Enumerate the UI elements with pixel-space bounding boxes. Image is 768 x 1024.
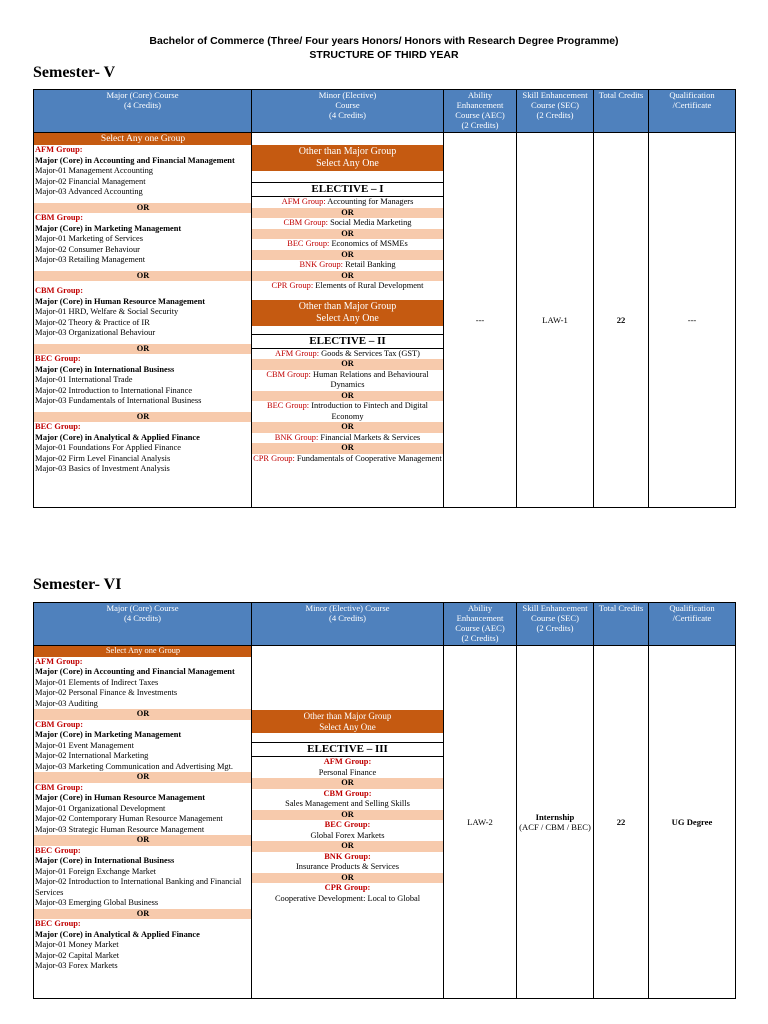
total-credits-header: Total Credits <box>594 90 649 133</box>
or-divider: OR <box>252 778 443 789</box>
or-divider: OR <box>252 250 443 261</box>
elective-item: CPR Group: Fundamentals of Cooperative Management <box>253 453 442 463</box>
major-item: Major-02 Introduction to International Banking and Financial Services <box>35 877 242 897</box>
group-code: AFM Group: <box>35 145 83 154</box>
group-code: BEC Group: <box>35 354 81 363</box>
or-divider: OR <box>34 909 251 920</box>
total-credits-value: 22 <box>594 133 649 508</box>
major-item: Major-01 Money Market <box>35 940 119 949</box>
elective-group-code: BEC Group: <box>324 820 371 829</box>
qualification-header: Qualification /Certificate <box>649 603 736 646</box>
major-item: Major-03 Advanced Accounting <box>35 187 143 196</box>
or-divider: OR <box>34 772 251 783</box>
elective-group-code: BNK Group: <box>324 851 371 861</box>
elective-3-title: ELECTIVE – III <box>252 742 443 757</box>
elective-group-code: CPR Group: <box>324 883 371 892</box>
elective-subject: Personal Finance <box>318 767 377 777</box>
sec-value: LAW-1 <box>517 133 594 508</box>
major-item: Major-02 Firm Level Financial Analysis <box>35 453 171 463</box>
or-divider: OR <box>252 810 443 821</box>
elective-item: BEC Group: Introduction to Fintech and Digital Economy <box>267 401 428 421</box>
major-course-header: Major (Core) Course (4 Credits) <box>34 603 252 646</box>
major-item: Major-01 International Trade <box>35 375 133 384</box>
semester-5-title: Semester- V <box>33 64 116 81</box>
elective-subject: Insurance Products & Services <box>295 862 400 871</box>
group-name: Major (Core) in Analytical & Applied Finance <box>35 432 200 442</box>
elective-group-code: CBM Group: <box>323 788 372 798</box>
minor-course-cell <box>252 646 444 999</box>
minor-course-header: Minor (Elective) Course (4 Credits) <box>252 603 444 646</box>
sec-header: Skill Enhancement Course (SEC) (2 Credits) <box>517 603 594 646</box>
qualification-value: --- <box>649 133 736 508</box>
major-item: Major-02 Personal Finance & Investments <box>35 688 178 697</box>
sec-header: Skill Enhancement Course (SEC) (2 Credits) <box>517 90 594 133</box>
elective-item: BEC Group: Economics of MSMEs <box>287 239 408 248</box>
group-code: CBM Group: <box>35 286 84 295</box>
minor-course-cell <box>252 133 444 508</box>
or-divider: OR <box>252 359 443 370</box>
minor-select-banner: Other than Major Group Select Any One <box>252 300 443 326</box>
major-item: Major-02 Introduction to International Finance <box>35 385 193 395</box>
or-divider: OR <box>34 271 251 282</box>
or-divider: OR <box>34 709 251 720</box>
major-course-header: Major (Core) Course (4 Credits) <box>34 90 252 133</box>
group-code: AFM Group: <box>35 656 83 666</box>
major-item: Major-02 International Marketing <box>35 751 149 760</box>
major-item: Major-02 Capital Market <box>35 950 120 960</box>
major-item: Major-01 HRD, Welfare & Social Security <box>35 307 179 316</box>
major-item: Major-03 Retailing Management <box>35 255 146 264</box>
or-divider: OR <box>34 344 251 355</box>
or-divider: OR <box>252 391 443 402</box>
aec-value: LAW-2 <box>444 646 517 999</box>
or-divider: OR <box>252 422 443 433</box>
or-divider: OR <box>252 208 443 219</box>
elective-subject: Global Forex Markets <box>310 830 385 840</box>
group-name: Major (Core) in International Business <box>35 364 175 374</box>
major-item: Major-03 Organizational Behaviour <box>35 328 156 337</box>
major-item: Major-01 Marketing of Services <box>35 234 143 243</box>
group-code: CBM Group: <box>35 719 84 729</box>
total-credits-value: 22 <box>594 646 649 999</box>
group-name: Major (Core) in Accounting and Financial Management <box>35 667 235 676</box>
group-name: Major (Core) in Human Resource Management <box>35 296 206 306</box>
major-item: Major-02 Consumer Behaviour <box>35 244 140 254</box>
document-subtitle: STRUCTURE OF THIRD YEAR <box>309 49 459 61</box>
major-item: Major-02 Contemporary Human Resource Management <box>35 814 223 823</box>
or-divider: OR <box>252 443 443 454</box>
group-name: Major (Core) in International Business <box>35 856 175 865</box>
qualification-header: Qualification /Certificate <box>649 90 736 133</box>
major-course-cell <box>34 646 252 999</box>
group-code: CBM Group: <box>35 782 84 792</box>
group-name: Major (Core) in Marketing Management <box>35 730 182 739</box>
major-item: Major-01 Elements of Indirect Taxes <box>35 677 159 687</box>
elective-item: AFM Group: Goods & Services Tax (GST) <box>275 348 420 358</box>
aec-header: Ability Enhancement Course (AEC) (2 Credits) <box>444 90 517 133</box>
or-divider: OR <box>252 271 443 282</box>
semester-6-table <box>33 602 736 999</box>
major-item: Major-01 Foundations For Applied Finance <box>35 443 181 452</box>
major-item: Major-03 Emerging Global Business <box>35 898 159 907</box>
group-code: BEC Group: <box>35 845 81 855</box>
or-divider: OR <box>252 873 443 884</box>
select-group-banner: Select Any one Group <box>34 646 251 657</box>
elective-2-title: ELECTIVE – II <box>252 334 443 349</box>
elective-subject: Sales Management and Selling Skills <box>285 799 410 808</box>
major-item: Major-01 Event Management <box>35 740 134 750</box>
qualification-value: UG Degree <box>649 646 736 999</box>
aec-header: Ability Enhancement Course (AEC) (2 Credits) <box>444 603 517 646</box>
major-item: Major-02 Financial Management <box>35 176 146 186</box>
major-item: Major-02 Theory & Practice of IR <box>35 317 150 327</box>
elective-1-title: ELECTIVE – I <box>252 182 443 197</box>
sec-internship-title: Internship <box>535 811 575 822</box>
elective-item: AFM Group: Accounting for Managers <box>281 197 414 206</box>
elective-item: CPR Group: Elements of Rural Development <box>271 281 424 290</box>
select-group-banner: Select Any one Group <box>34 133 251 145</box>
elective-item: BNK Group: Financial Markets & Services <box>274 432 421 442</box>
minor-course-header: Minor (Elective) Course (4 Credits) <box>252 90 444 133</box>
major-item: Major-03 Forex Markets <box>35 961 118 970</box>
major-item: Major-01 Foreign Exchange Market <box>35 866 156 876</box>
major-item: Major-03 Strategic Human Resource Management <box>35 824 205 834</box>
semester-5-table <box>33 89 736 508</box>
group-name: Major (Core) in Human Resource Management <box>35 793 206 802</box>
major-item: Major-03 Basics of Investment Analysis <box>35 464 170 473</box>
minor-select-banner: Other than Major Group Select Any One <box>252 710 443 733</box>
sec-value <box>517 646 594 999</box>
elective-item: CBM Group: Human Relations and Behavioural Dynamics <box>266 369 429 389</box>
major-course-cell <box>34 133 252 508</box>
or-divider: OR <box>34 203 251 214</box>
group-name: Major (Core) in Accounting and Financial Management <box>35 155 235 165</box>
group-name: Major (Core) in Analytical & Applied Finance <box>35 929 200 939</box>
major-item: Major-03 Auditing <box>35 698 98 708</box>
group-name: Major (Core) in Marketing Management <box>35 223 182 233</box>
elective-subject: Cooperative Development: Local to Global <box>274 893 421 903</box>
elective-item: CBM Group: Social Media Marketing <box>283 218 412 227</box>
major-item: Major-01 Management Accounting <box>35 166 153 175</box>
group-code: BEC Group: <box>35 422 81 431</box>
major-item: Major-03 Fundamentals of International Business <box>35 396 202 405</box>
or-divider: OR <box>252 841 443 852</box>
aec-value: --- <box>444 133 517 508</box>
minor-select-banner: Other than Major Group Select Any One <box>252 145 443 171</box>
or-divider: OR <box>252 229 443 240</box>
document-title: Bachelor of Commerce (Three/ Four years Honors/ Honors with Research Degree Programme) <box>149 35 619 47</box>
elective-group-code: AFM Group: <box>323 757 372 766</box>
sec-internship-detail: (ACF / CBM / BEC) <box>519 822 591 832</box>
or-divider: OR <box>34 412 251 423</box>
elective-item: BNK Group: Retail Banking <box>299 260 396 269</box>
group-code: BEC Group: <box>35 919 81 928</box>
group-code: CBM Group: <box>35 213 84 222</box>
total-credits-header: Total Credits <box>594 603 649 646</box>
semester-6-title: Semester- VI <box>33 576 122 593</box>
major-item: Major-03 Marketing Communication and Advertising Mgt. <box>35 761 234 771</box>
or-divider: OR <box>34 835 251 846</box>
major-item: Major-01 Organizational Development <box>35 803 166 813</box>
